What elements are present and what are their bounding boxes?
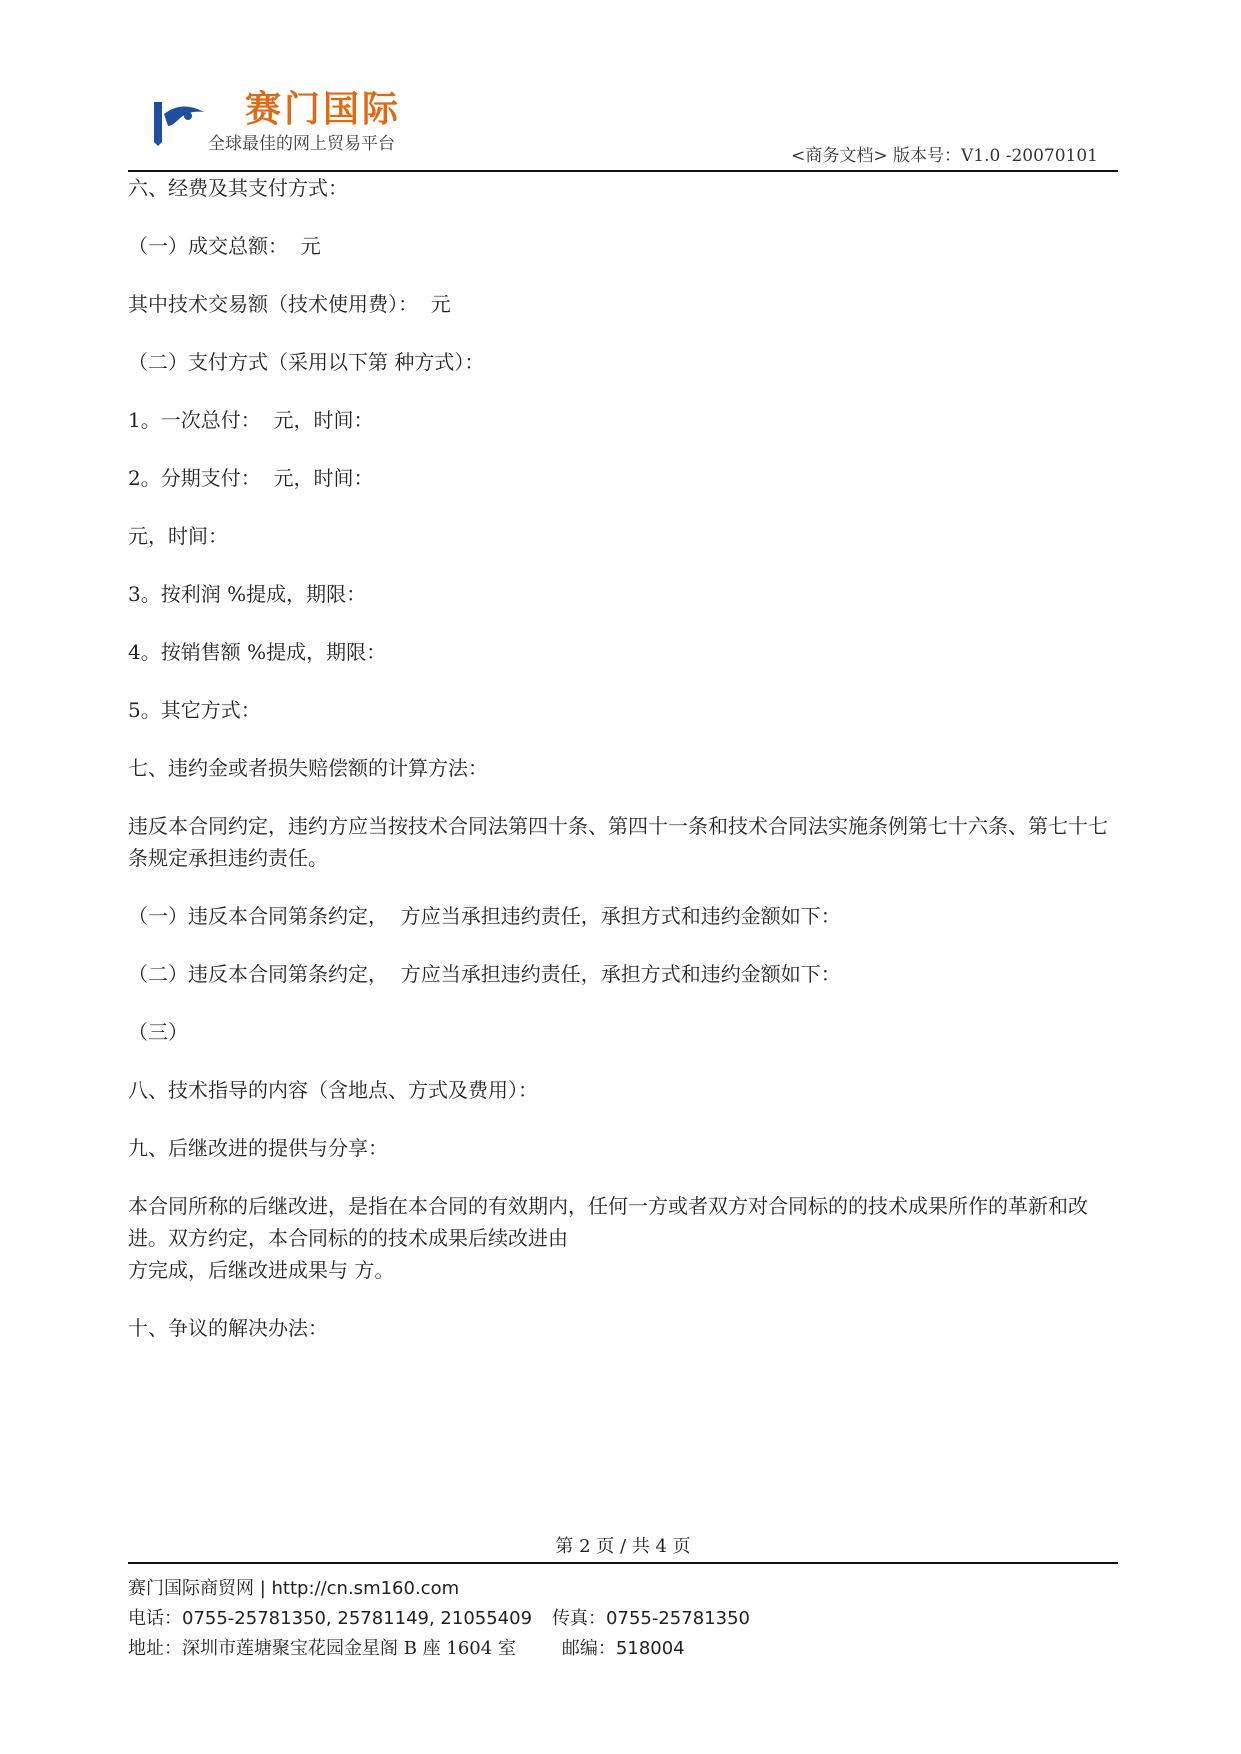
paragraph: （二）支付方式（采用以下第 种方式）： <box>128 350 485 374</box>
logo-name: 赛门国际 <box>245 89 402 130</box>
logo <box>148 90 408 154</box>
paragraph: （三） <box>128 1020 188 1044</box>
paragraph: 七、违约金或者损失赔偿额的计算方法： <box>128 756 488 780</box>
document-meta: <商务文档> 版本号：V1.0 -20070101 <box>791 146 1098 166</box>
paragraph: 八、技术指导的内容（含地点、方式及费用）： <box>128 1078 538 1102</box>
paragraph: 违反本合同约定，违约方应当按技术合同法第四十条、第四十一条和技术合同法实施条例第七十六条、第七十七条规定承担违约责任。 <box>128 814 1108 870</box>
paragraph: （一）违反本合同第条约定， 方应当承担违约责任，承担方式和违约金额如下： <box>128 904 841 928</box>
address-value: 深圳市莲塘聚宝花园金星阁 B 座 1604 室 <box>182 1638 516 1659</box>
page-header <box>128 90 1118 172</box>
paragraph: 1。一次总付： 元，时间： <box>128 408 374 432</box>
postcode-value: 518004 <box>615 1638 685 1659</box>
paragraph: 元，时间： <box>128 524 228 548</box>
site-name: 赛门国际商贸网 <box>128 1578 254 1599</box>
footer-site <box>128 1578 459 1600</box>
fax-label: 传真： <box>552 1608 607 1629</box>
paragraph: 九、后继改进的提供与分享： <box>128 1136 388 1160</box>
paragraph: 5。其它方式： <box>128 698 261 722</box>
footer-divider <box>128 1562 1118 1564</box>
footer-contact <box>128 1608 750 1630</box>
page-number: 第 2 页 / 共 4 页 <box>555 1536 691 1557</box>
site-url-link[interactable]: http://cn.sm160.com <box>271 1578 460 1599</box>
paragraph: （二）违反本合同第条约定， 方应当承担违约责任，承担方式和违约金额如下： <box>128 962 841 986</box>
footer-address <box>128 1638 685 1660</box>
fax-value: 0755-25781350 <box>606 1608 750 1629</box>
paragraph: 4。按销售额 %提成，期限： <box>128 640 387 664</box>
paragraph: 六、经费及其支付方式： <box>128 176 348 200</box>
phone-label: 电话： <box>128 1608 182 1629</box>
logo-slogan: 全球最佳的网上贸易平台 <box>208 134 395 154</box>
postcode-label: 邮编： <box>561 1638 616 1659</box>
paragraph: 2。分期支付： 元，时间： <box>128 466 374 490</box>
paragraph: 十、争议的解决办法： <box>128 1316 328 1340</box>
paragraph: （一）成交总额： 元 <box>128 234 321 258</box>
site-separator: | <box>254 1578 272 1599</box>
document-body <box>128 172 1118 1344</box>
address-label: 地址： <box>128 1638 182 1659</box>
paragraph: 其中技术交易额（技术使用费）： 元 <box>128 292 451 316</box>
paragraph: 本合同所称的后继改进，是指在本合同的有效期内，任何一方或者双方对合同标的的技术成果所作的革新和改进。双方约定，本合同标的的技术成果后续改进由 方完成，后继改进成果与 方。 <box>128 1194 1088 1282</box>
sm160-logo-icon <box>148 96 208 150</box>
paragraph: 3。按利润 %提成，期限： <box>128 582 367 606</box>
phone-value: 0755-25781350, 25781149, 21055409 <box>182 1608 533 1629</box>
